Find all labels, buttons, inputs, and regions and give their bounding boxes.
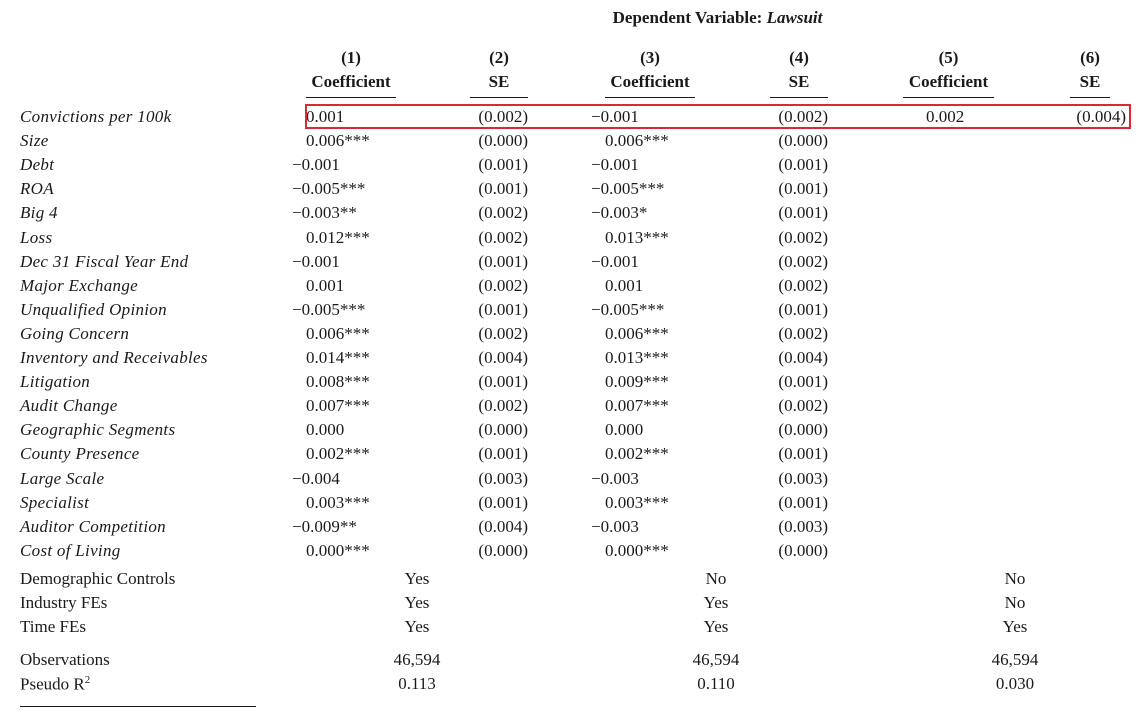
stat-value: 46,594 <box>991 650 1039 669</box>
row-label: Going Concern <box>20 323 130 343</box>
table-cell-se1: (0.001) <box>478 251 528 271</box>
dependent-variable-label: Dependent Variable: <box>612 8 767 27</box>
row-label: Cost of Living <box>20 540 121 560</box>
table-cell-c1: −0.005*** <box>292 179 366 199</box>
column-label: SE <box>488 72 510 91</box>
column-underline <box>306 97 396 98</box>
table-cell-se1: (0.000) <box>478 420 528 440</box>
table-cell-se1: (0.002) <box>478 275 528 295</box>
row-label: Dec 31 Fiscal Year End <box>20 251 189 271</box>
control-value: No <box>1004 593 1026 612</box>
table-cell-se2: (0.001) <box>778 492 828 512</box>
table-cell-c1: −0.004 <box>292 468 340 488</box>
table-cell-se2: (0.001) <box>778 299 828 319</box>
table-cell-c2: −0.001 <box>591 107 639 126</box>
table-cell-se1: (0.004) <box>478 516 528 536</box>
row-label: Convictions per 100k <box>20 107 172 126</box>
table-cell-se1: (0.000) <box>478 131 528 151</box>
table-cell-c2: 0.006*** <box>605 323 669 343</box>
bottom-rule <box>20 706 256 707</box>
control-value: Yes <box>404 593 430 612</box>
table-cell-c2: 0.001 <box>605 275 644 295</box>
table-cell-se2: (0.000) <box>778 540 828 560</box>
row-label: Large Scale <box>20 468 105 488</box>
column-header-2 <box>470 46 528 98</box>
stat-label-text: Observations <box>20 650 110 669</box>
table-cell-c2: 0.006*** <box>605 131 669 151</box>
column-number: (5) <box>938 48 959 67</box>
table-cell-c1: −0.001 <box>292 251 340 271</box>
table-cell-c1: 0.001 <box>306 275 345 295</box>
table-cell-c1: 0.008*** <box>306 372 370 392</box>
table-cell-c1: 0.000*** <box>306 540 370 560</box>
stat-value: 46,594 <box>393 650 441 669</box>
table-cell-se1: (0.002) <box>478 203 528 223</box>
column-label: Coefficient <box>908 72 989 91</box>
table-cell-c1: 0.001 <box>306 107 345 126</box>
row-label: Specialist <box>20 492 90 512</box>
table-cell-se1: (0.002) <box>478 227 528 247</box>
column-header-4 <box>770 46 828 98</box>
table-cell-c1: 0.002*** <box>306 444 370 464</box>
table-cell-c2: 0.013*** <box>605 348 669 367</box>
stat-label-text: Pseudo R <box>20 674 85 694</box>
table-cell-c1: 0.007*** <box>306 396 370 416</box>
table-cell-se2: (0.004) <box>778 348 828 367</box>
column-number: (2) <box>489 48 509 67</box>
column-label: SE <box>788 72 810 91</box>
table-cell-se2: (0.000) <box>778 420 828 440</box>
dependent-variable-name: Lawsuit <box>766 8 823 27</box>
table-cell-c2: 0.013*** <box>605 227 669 247</box>
stat-label-superscript: 2 <box>84 674 91 686</box>
column-underline <box>1070 97 1110 98</box>
table-cell-se1: (0.001) <box>478 492 528 512</box>
row-label: Geographic Segments <box>20 420 176 440</box>
table-cell-c2: −0.003 <box>591 516 639 536</box>
control-value: Yes <box>703 617 729 636</box>
table-cell-se2: (0.001) <box>778 203 828 223</box>
column-number: (4) <box>789 48 809 67</box>
table-cell-c2: −0.005*** <box>591 299 665 319</box>
control-value: No <box>1004 569 1026 588</box>
table-cell-c2: 0.003*** <box>605 492 669 512</box>
row-label: County Presence <box>20 444 140 464</box>
stat-label <box>20 674 90 695</box>
control-label: Demographic Controls <box>20 569 176 588</box>
table-cell-c1: −0.003** <box>292 203 357 223</box>
table-cell-c1: −0.001 <box>292 155 340 175</box>
table-cell-se2: (0.002) <box>778 275 828 295</box>
table-cell-se2: (0.002) <box>778 251 828 271</box>
table-cell-se2: (0.002) <box>778 396 828 416</box>
column-label: SE <box>1079 72 1101 91</box>
table-cell-se3: (0.004) <box>1076 107 1126 126</box>
table-cell-se2: (0.001) <box>778 155 828 175</box>
stat-value: 0.113 <box>398 674 436 693</box>
stat-value: 46,594 <box>692 650 740 669</box>
table-cell-se2: (0.002) <box>778 107 828 126</box>
table-cell-c2: 0.000*** <box>605 540 669 560</box>
table-cell-c1: 0.014*** <box>306 348 370 367</box>
row-label: ROA <box>20 179 54 199</box>
column-header-6 <box>1070 46 1110 98</box>
row-label: Big 4 <box>20 203 58 223</box>
table-cell-se2: (0.001) <box>778 372 828 392</box>
table-cell-se2: (0.001) <box>778 179 828 199</box>
table-cell-c1: 0.006*** <box>306 131 370 151</box>
table-cell-se1: (0.001) <box>478 155 528 175</box>
table-cell-se1: (0.001) <box>478 372 528 392</box>
table-cell-c1: 0.006*** <box>306 323 370 343</box>
table-cell-se1: (0.002) <box>478 107 528 126</box>
column-header-3 <box>605 46 695 98</box>
column-label: Coefficient <box>311 72 391 91</box>
table-cell-se1: (0.001) <box>478 444 528 464</box>
row-label: Size <box>20 131 49 151</box>
table-cell-c1: −0.009** <box>292 516 357 536</box>
row-label: Inventory and Receivables <box>20 348 208 367</box>
dependent-variable-header <box>0 8 1145 28</box>
stat-value: 0.030 <box>995 674 1035 693</box>
column-underline <box>903 97 994 98</box>
column-number: (3) <box>640 48 660 67</box>
table-cell-se2: (0.002) <box>778 227 828 247</box>
table-cell-c2: −0.003 <box>591 468 639 488</box>
column-underline <box>605 97 695 98</box>
row-label: Major Exchange <box>20 275 138 295</box>
control-value: No <box>705 569 727 588</box>
table-cell-se1: (0.003) <box>478 468 528 488</box>
column-underline <box>470 97 528 98</box>
table-cell-se1: (0.000) <box>478 540 528 560</box>
table-cell-c2: 0.002*** <box>605 444 669 464</box>
table-cell-se1: (0.001) <box>478 299 528 319</box>
table-cell-c2: −0.001 <box>591 155 639 175</box>
table-cell-se2: (0.003) <box>778 516 828 536</box>
table-cell-se1: (0.004) <box>478 348 528 367</box>
table-cell-se1: (0.002) <box>478 323 528 343</box>
table-cell-c2: −0.001 <box>591 251 639 271</box>
control-value: Yes <box>404 617 430 636</box>
table-cell-c1: 0.000 <box>306 420 345 440</box>
column-header-1 <box>306 46 396 98</box>
column-number: (6) <box>1080 48 1100 67</box>
column-header-5 <box>903 46 994 98</box>
table-cell-c2: 0.009*** <box>605 372 669 392</box>
row-label: Litigation <box>20 372 91 392</box>
highlight-box-convictions-row <box>305 104 1131 129</box>
table-cell-c1: −0.005*** <box>292 299 366 319</box>
stat-label <box>20 650 110 670</box>
control-value: Yes <box>703 593 729 612</box>
table-cell-c2: −0.003* <box>591 203 648 223</box>
table-cell-se2: (0.000) <box>778 131 828 151</box>
table-cell-se2: (0.001) <box>778 444 828 464</box>
column-underline <box>770 97 828 98</box>
table-cell-c2: 0.007*** <box>605 396 669 416</box>
table-cell-c2: 0.000 <box>605 420 644 440</box>
row-label: Audit Change <box>20 396 118 416</box>
table-cell-se1: (0.001) <box>478 179 528 199</box>
table-cell-c1: 0.003*** <box>306 492 370 512</box>
control-value: Yes <box>1002 617 1028 636</box>
control-label: Time FEs <box>20 617 86 636</box>
row-label: Unqualified Opinion <box>20 299 167 319</box>
control-label: Industry FEs <box>20 593 108 612</box>
control-value: Yes <box>404 569 430 588</box>
table-cell-c1: 0.012*** <box>306 227 370 247</box>
column-label: Coefficient <box>610 72 690 91</box>
table-cell-se2: (0.003) <box>778 468 828 488</box>
stat-value: 0.110 <box>697 674 735 693</box>
table-cell-c2: −0.005*** <box>591 179 665 199</box>
table-cell-c3: 0.002 <box>926 107 965 126</box>
row-label: Auditor Competition <box>20 516 166 536</box>
row-label: Loss <box>20 227 53 247</box>
table-cell-se2: (0.002) <box>778 323 828 343</box>
row-label: Debt <box>20 155 55 175</box>
column-number: (1) <box>341 48 361 67</box>
table-cell-se1: (0.002) <box>478 396 528 416</box>
